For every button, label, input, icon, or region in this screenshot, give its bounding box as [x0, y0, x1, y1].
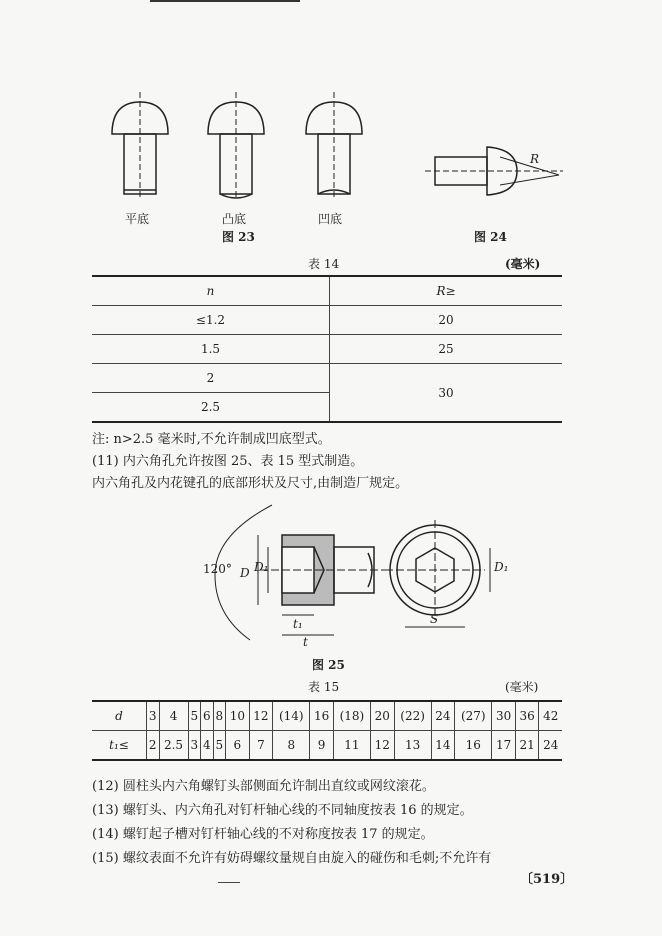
table-cell: 30 — [492, 701, 516, 731]
table14-unit: (毫米) — [505, 257, 541, 271]
table-cell: (18) — [333, 701, 370, 731]
table-cell: 17 — [492, 731, 516, 761]
fig23-label-convex: 凸底 — [222, 212, 247, 226]
table-cell: (27) — [455, 701, 492, 731]
table-cell: 24 — [543, 738, 559, 752]
table-cell: 30 — [330, 364, 563, 423]
table-cell: 20 — [330, 306, 563, 335]
fig24-caption: 图 24 — [474, 230, 507, 244]
table-cell: 4 — [201, 731, 214, 761]
table-cell: 12 — [249, 701, 273, 731]
footer-mark — [218, 882, 240, 883]
fig25-label-d: D — [240, 566, 250, 580]
table-cell: ≤1.2 — [92, 306, 330, 335]
fig25-label-d1-right: D₁ — [494, 560, 509, 574]
table-15 — [92, 700, 562, 761]
table-cell: 3 — [188, 731, 201, 761]
fig25-label-t: t — [303, 635, 308, 649]
table-cell: 24 — [431, 701, 455, 731]
paragraph-12: (12) 圆柱头内六角螺钉头部侧面允许制出直纹或网纹滚花。 — [92, 779, 435, 794]
table-cell: 12 — [370, 731, 394, 761]
fig23-label-concave: 凹底 — [318, 212, 343, 226]
table-cell: 2 — [147, 731, 160, 761]
table-cell: 16 — [310, 701, 334, 731]
table-cell: 6 — [201, 701, 214, 731]
table-cell: 3 — [147, 701, 160, 731]
table-cell: 2.5 — [92, 393, 330, 423]
table15-title: 表 15 — [308, 680, 340, 694]
paragraph-13: (13) 螺钉头、内六角孔对钉杆轴心线的不同轴度按表 16 的规定。 — [92, 803, 473, 818]
fig25-label-d1: D₁ — [254, 560, 269, 574]
table-cell: 2.5 — [159, 731, 188, 761]
table-cell: 10 — [226, 701, 250, 731]
fig25-label-s: S — [430, 612, 439, 626]
fig25-label-angle: 120° — [203, 562, 232, 576]
table-cell: 42 — [539, 701, 562, 731]
table15-row-d-label: d — [92, 701, 147, 731]
paragraph-11b: 内六角孔及内花键孔的底部形状及尺寸,由制造厂规定。 — [92, 476, 409, 491]
table-cell: 25 — [330, 335, 563, 364]
fig23-caption: 图 23 — [222, 230, 255, 244]
table-cell: 6 — [226, 731, 250, 761]
table-cell: 2 — [92, 364, 330, 393]
fig24-label-r: R — [530, 152, 540, 166]
top-rule — [150, 0, 300, 2]
table-cell: 13 — [394, 731, 431, 761]
fig23-label-flat: 平底 — [125, 212, 150, 226]
table-cell: (22) — [394, 701, 431, 731]
table14-header-n: n — [92, 276, 330, 306]
paragraph-14: (14) 螺钉起子槽对钉杆轴心线的不对称度按表 17 的规定。 — [92, 827, 434, 842]
table-cell: 5 — [188, 701, 201, 731]
table-cell: 20 — [370, 701, 394, 731]
table-cell: 1.5 — [92, 335, 330, 364]
table15-row-t-label: t₁≤ — [92, 731, 147, 761]
table-cell: 9 — [310, 731, 334, 761]
table-cell: 5 — [213, 731, 226, 761]
table15-unit: (毫米) — [505, 680, 539, 694]
table-cell: 7 — [249, 731, 273, 761]
fig25-label-t1: t₁ — [293, 617, 303, 631]
paragraph-11: (11) 内六角孔允许按图 25、表 15 型式制造。 — [92, 454, 364, 469]
table-cell: 36 — [515, 701, 539, 731]
table-cell: 8 — [213, 701, 226, 731]
figure-24 — [425, 135, 565, 205]
table-cell: 14 — [431, 731, 455, 761]
table14-header-r: R≥ — [330, 276, 563, 306]
table14-title: 表 14 — [308, 257, 340, 271]
table-cell: 16 — [455, 731, 492, 761]
paragraph-15: (15) 螺纹表面不允许有妨碍螺纹量规自由旋入的碰伤和毛刺;不允许有 — [92, 851, 492, 866]
table-cell: 11 — [333, 731, 370, 761]
page-number: 〔519〕 — [520, 872, 574, 887]
figure-23 — [100, 90, 380, 205]
table-cell: (14) — [273, 701, 310, 731]
fig25-caption: 图 25 — [312, 658, 345, 672]
table-cell: 8 — [273, 731, 310, 761]
table14-note: 注: n>2.5 毫米时,不允许制成凹底型式。 — [92, 432, 331, 447]
table-14 — [92, 275, 562, 423]
table-cell: 4 — [159, 701, 188, 731]
table-cell: 21 — [515, 731, 539, 761]
